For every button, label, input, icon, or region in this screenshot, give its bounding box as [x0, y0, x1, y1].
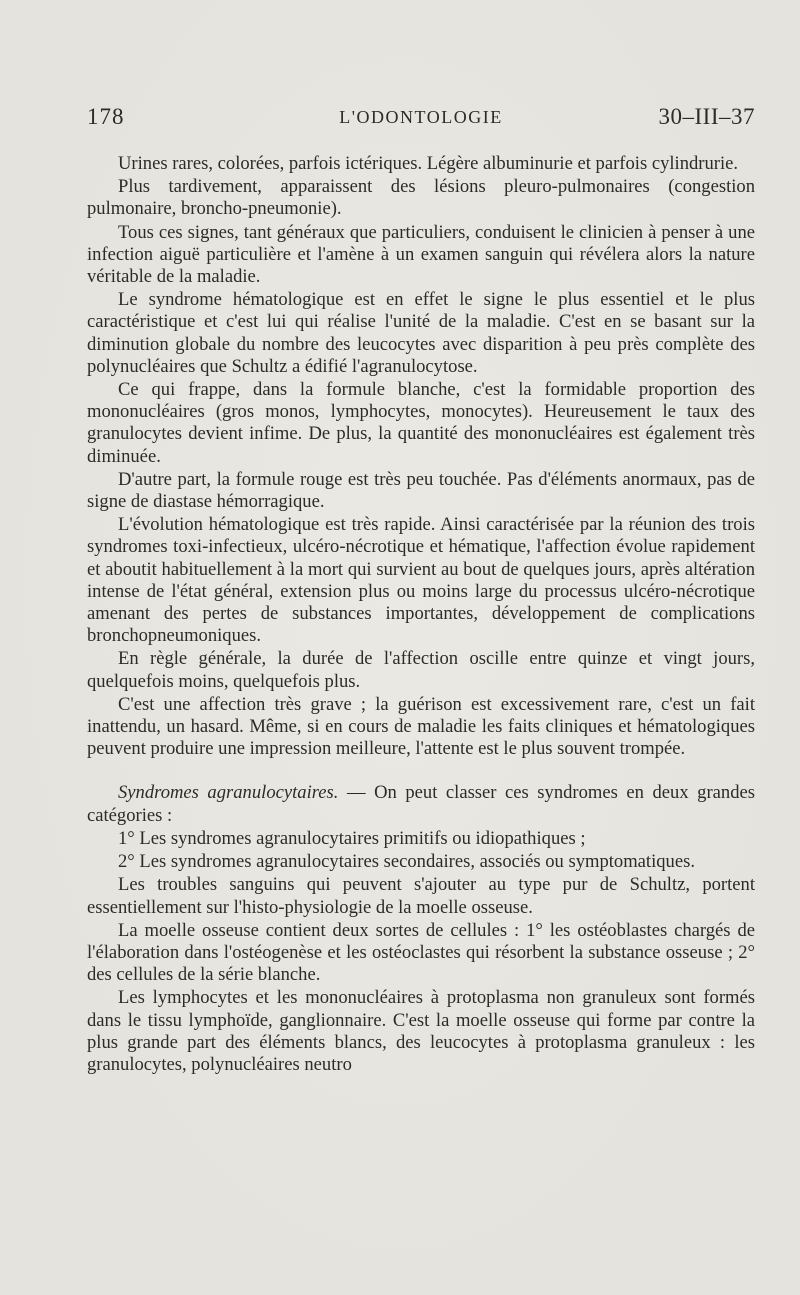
list-item: 2° Les syndromes agranulocytaires secondaires, associés ou symptomatiques.: [118, 851, 695, 873]
section-gap: [87, 761, 755, 782]
paragraph: C'est une affection très grave ; la guérison est excessivement rare, c'est un fait inattendu, un hasard. Même, si en cours de maladie les faits cliniques et hématologiques peuvent produire une impression meilleure, l'attente est le plus souvent trompée.: [87, 693, 755, 760]
paragraph: En règle générale, la durée de l'affection oscille entre quinze et vingt jours, quelquefois moins, quelquefois plus.: [87, 648, 755, 692]
paragraph: D'autre part, la formule rouge est très peu touchée. Pas d'éléments anormaux, pas de signe de diastase hémorragique.: [87, 468, 755, 513]
list-item: 1° Les syndromes agranulocytaires primitifs ou idiopathiques ;: [118, 827, 586, 849]
running-head: [87, 100, 755, 134]
paragraph: La moelle osseuse contient deux sortes de cellules : 1° les ostéoblastes chargés de l'élaboration dans l'ostéogenèse et les ostéoclastes qui résorbent la substance osseuse ; 2° des cellules de la série blanche.: [87, 919, 755, 986]
paragraph: Les troubles sanguins qui peuvent s'ajouter au type pur de Schultz, portent essentiellement sur l'histo-physiologie de la moelle osseuse.: [87, 874, 755, 918]
section-lead-text: — On peut classer ces syndromes en deux grandes catégories :: [87, 782, 755, 826]
journal-title: L'ODONTOLOGIE: [339, 107, 503, 127]
paragraph: Les lymphocytes et les mononucléaires à protoplasma non granuleux sont formés dans le tissu lymphoïde, ganglionnaire. C'est la moelle osseuse qui forme par contre la plus grande part des éléments blancs, des leucocytes à protoplasma granuleux : les granulocytes, polynucléaires neutro: [87, 987, 755, 1075]
section-intro: [87, 782, 755, 826]
paragraph: Tous ces signes, tant généraux que particuliers, conduisent le clinicien à penser à une infection aiguë particulière et l'amène à un examen sanguin qui révélera alors la nature véritable de la maladie.: [87, 221, 755, 288]
section-title: Syndromes agranulocytaires.: [118, 782, 339, 804]
article-body: [87, 153, 755, 1077]
page-number: 178: [87, 104, 125, 129]
paragraph: L'évolution hématologique est très rapide. Ainsi caractérisée par la réunion des trois syndromes toxi-infectieux, ulcéro-nécrotique et hématique, l'affection évolue rapidement et aboutit habituellement à la mort qui survient au bout de quelques jours, après altération intense de l'état général, extension plus ou moins large du processus ulcéro-nécrotique amenant des pertes de substances importantes, développement de complications bronchopneumoniques.: [87, 514, 755, 647]
paragraph: Urines rares, colorées, parfois ictériques. Légère albuminurie et parfois cylindrurie.: [118, 153, 739, 174]
issue-date: 30–III–37: [658, 104, 755, 129]
paragraph: Le syndrome hématologique est en effet le signe le plus essentiel et le plus caractéristique et c'est lui qui réalise l'unité de la maladie. C'est en se basant sur la diminution globale du nombre des leucocytes avec disparition à peu près complète des polynucléaires que Schultz a édifié l'agranulocytose.: [87, 289, 755, 377]
paragraph: Plus tardivement, apparaissent des lésions pleuro-pulmonaires (congestion pulmonaire, broncho-pneumonie).: [87, 176, 755, 220]
paragraph: Ce qui frappe, dans la formule blanche, c'est la formidable proportion des mononucléaires (gros monos, lymphocytes, monocytes). Heureusement le taux des granulocytes devient infime. De plus, la quantité des mononucléaires est également très diminuée.: [87, 379, 755, 467]
